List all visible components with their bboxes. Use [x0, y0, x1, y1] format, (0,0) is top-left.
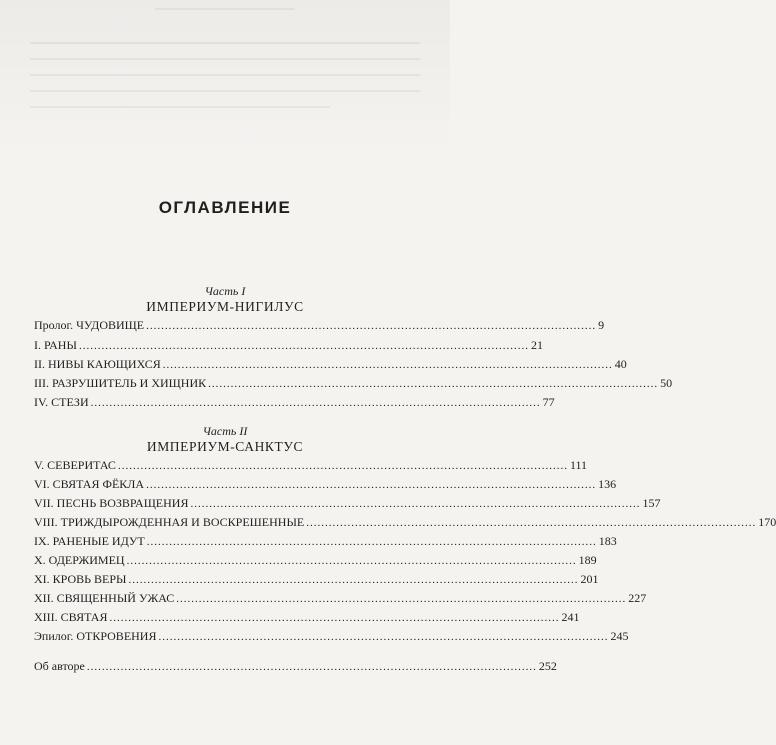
part-2-title: ИМПЕРИУМ-САНКТУС [146, 439, 304, 454]
toc-entry-page: 189 [578, 553, 597, 567]
toc-entry-page: 252 [538, 659, 557, 673]
dot-leader: ........................................................................................................................ [128, 574, 579, 586]
toc-entry [34, 591, 647, 609]
toc-entry-label: V. СЕВЕРИТАС [34, 458, 116, 472]
dot-leader: ........................................................................................................................ [208, 378, 659, 390]
toc-entry [34, 515, 776, 533]
dot-leader: ........................................................................................................................ [306, 517, 757, 529]
toc-entry-label: VIII. ТРИЖДЫРОЖДЕННАЯ И ВОСКРЕШЕННЫЕ [34, 515, 305, 529]
dot-leader: ........................................................................................................................ [86, 661, 537, 673]
toc-entry-label: XIII. СВЯТАЯ [34, 610, 108, 624]
dot-leader: ........................................................................................................................ [146, 320, 597, 332]
toc-entry [34, 534, 617, 552]
about-author-entry [34, 659, 557, 677]
dot-leader: ........................................................................................................................ [78, 340, 529, 352]
toc-entry-page: 50 [660, 376, 673, 390]
toc-entry-page: 21 [530, 338, 543, 352]
toc-entry-page: 183 [598, 534, 617, 548]
dot-leader: ........................................................................................................................ [146, 536, 597, 548]
toc-heading: ОГЛАВЛЕНИЕ [158, 198, 292, 217]
toc-entry [34, 376, 673, 394]
toc-entry-label: II. НИВЫ КАЮЩИХСЯ [34, 357, 161, 371]
toc-entry [34, 477, 617, 495]
dot-leader: ........................................................................................................................ [117, 460, 568, 472]
toc-entry [34, 553, 597, 571]
toc-entry [34, 357, 627, 375]
part-1-title: ИМПЕРИУМ-НИГИЛУС [146, 299, 304, 314]
toc-entry-label: Эпилог. ОТКРОВЕНИЯ [34, 629, 157, 643]
toc-entry-label: III. РАЗРУШИТЕЛЬ И ХИЩНИК [34, 376, 207, 390]
toc-entry-page: 201 [580, 572, 599, 586]
toc-entry [34, 496, 661, 514]
toc-entry [34, 318, 605, 336]
toc-entry [34, 338, 543, 356]
toc-entry-page: 245 [610, 629, 629, 643]
toc-entry-label: Пролог. ЧУДОВИЩЕ [34, 318, 145, 332]
dot-leader: ........................................................................................................................ [90, 397, 541, 409]
toc-entry [34, 610, 580, 628]
dot-leader: ........................................................................................................................ [146, 479, 597, 491]
dot-leader: ........................................................................................................................ [162, 359, 613, 371]
toc-entry-page: 40 [614, 357, 627, 371]
toc-entry-page: 241 [561, 610, 580, 624]
toc-entry-label: VII. ПЕСНЬ ВОЗВРАЩЕНИЯ [34, 496, 189, 510]
show-through-area [0, 0, 450, 150]
dot-leader: ........................................................................................................................ [158, 631, 609, 643]
toc-entry-page: 136 [598, 477, 617, 491]
toc-entry-label: XII. СВЯЩЕННЫЙ УЖАС [34, 591, 175, 605]
part-1-label: Часть I [204, 284, 246, 298]
dot-leader: ........................................................................................................................ [109, 612, 560, 624]
toc-entry-page: 111 [569, 458, 588, 472]
toc-entry-label: X. ОДЕРЖИМЕЦ [34, 553, 125, 567]
toc-entry-label: VI. СВЯТАЯ ФЁКЛА [34, 477, 145, 491]
toc-entry-label: IX. РАНЕНЫЕ ИДУТ [34, 534, 145, 548]
toc-entry-page: 227 [628, 591, 647, 605]
dot-leader: ........................................................................................................................ [126, 555, 577, 567]
toc-entry-label: Об авторе [34, 659, 85, 673]
dot-leader: ........................................................................................................................ [176, 593, 627, 605]
toc-entry [34, 458, 588, 476]
toc-entry-page: 157 [642, 496, 661, 510]
toc-entry [34, 629, 629, 647]
toc-entry [34, 395, 555, 413]
toc-entry-label: XI. КРОВЬ ВЕРЫ [34, 572, 127, 586]
toc-entry [34, 572, 599, 590]
toc-entry-page: 170 [758, 515, 776, 529]
toc-entry-page: 9 [598, 318, 605, 332]
toc-entry-page: 77 [542, 395, 555, 409]
toc-entry-label: I. РАНЫ [34, 338, 77, 352]
dot-leader: ........................................................................................................................ [190, 498, 641, 510]
toc-entry-label: IV. СТЕЗИ [34, 395, 89, 409]
part-2-label: Часть II [202, 424, 248, 438]
